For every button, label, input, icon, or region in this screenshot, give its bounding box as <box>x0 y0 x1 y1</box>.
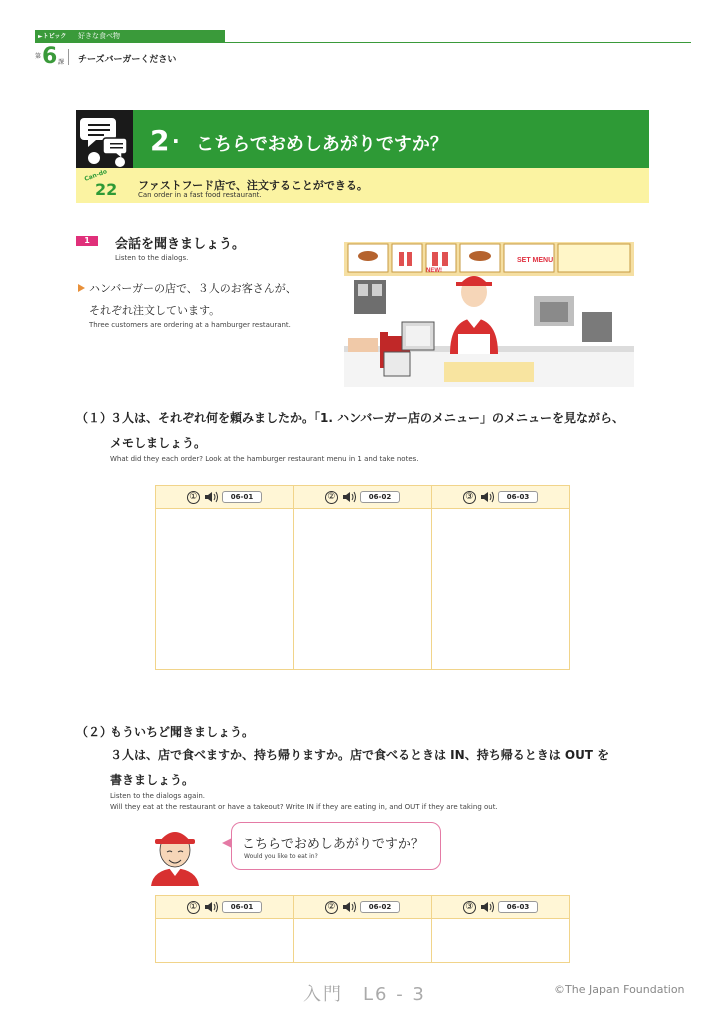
section-title: こちらでおめしあがりですか？ <box>196 134 448 155</box>
speaker-icon <box>204 491 218 503</box>
lesson-prefix: 第 <box>35 53 42 60</box>
q1-track-3[interactable] <box>432 486 569 508</box>
q2-answer-cell-1[interactable] <box>156 919 294 963</box>
task-title-jp: 会話を聞きましょう。 <box>115 237 246 252</box>
speech-jp: こちらでおめしあがりですか？ <box>242 837 424 852</box>
cando-number: 22 <box>95 180 118 199</box>
q1-answer-cell-3[interactable] <box>432 509 569 670</box>
track-code: 06-02 <box>360 901 400 913</box>
q2-text-line1: もういちど聞きましょう。 <box>110 725 255 739</box>
q1-track-2[interactable] <box>294 486 432 508</box>
task-title-en: Listen to the dialogs. <box>115 254 189 262</box>
cando-jp: ファストフード店で、注文することができる。 <box>138 179 368 192</box>
track-code: 06-01 <box>222 491 262 503</box>
track-number: ① <box>187 901 200 914</box>
q2-answer-cell-2[interactable] <box>294 919 432 963</box>
track-code: 06-03 <box>498 491 538 503</box>
track-code: 06-03 <box>498 901 538 913</box>
arrow-icon <box>78 284 85 292</box>
track-code: 06-01 <box>222 901 262 913</box>
intro-jp-line1: ハンバーガーの店で、３人のお客さんが、 <box>89 282 297 295</box>
speech-bubble <box>231 822 441 870</box>
q1-table-header <box>156 486 569 509</box>
clerk-avatar <box>145 822 205 886</box>
lesson-title: チーズバーガーください <box>78 55 177 65</box>
speaker-icon <box>204 901 218 913</box>
track-number: ① <box>187 491 200 504</box>
q2-track-2[interactable] <box>294 896 432 918</box>
speaker-icon <box>342 491 356 503</box>
footer-page-label: 入門 L6 - 3 <box>303 984 426 1005</box>
q2-label: （２） <box>76 725 113 739</box>
topic-name: 好きな食べ物 <box>78 32 120 40</box>
q2-table-header <box>156 896 569 919</box>
track-number: ② <box>325 901 338 914</box>
section-dot: . <box>172 124 180 148</box>
speaker-icon <box>480 901 494 913</box>
q1-table-body <box>156 509 569 670</box>
q2-text-line2: ３人は、店で食べますか、持ち帰りますか。店で食べるときは IN、持ち帰るときは OUT を <box>110 748 610 762</box>
speaker-icon <box>342 901 356 913</box>
intro-en: Three customers are ordering at a hamburger restaurant. <box>89 321 291 329</box>
intro-jp-line2: それぞれ注文しています。 <box>89 304 221 317</box>
track-code: 06-02 <box>360 491 400 503</box>
q2-text-en1: Listen to the dialogs again. <box>110 792 206 800</box>
new-label: NEW! <box>426 268 442 274</box>
q1-answer-cell-1[interactable] <box>156 509 294 670</box>
q2-table-body <box>156 919 569 963</box>
track-number: ③ <box>463 491 476 504</box>
q1-text-line2: メモしましょう。 <box>110 436 207 450</box>
lesson-separator <box>68 49 69 65</box>
section-number: 2 <box>150 124 170 157</box>
q2-answer-cell-3[interactable] <box>432 919 569 963</box>
q2-track-1[interactable] <box>156 896 294 918</box>
lesson-suffix: 課 <box>58 59 65 66</box>
q1-text-en: What did they each order? Look at the hamburger restaurant menu in 1 and take notes. <box>110 455 419 463</box>
task-number-badge: 1 <box>76 236 98 246</box>
topic-tag: ►トピック <box>38 33 67 40</box>
q1-answer-cell-2[interactable] <box>294 509 432 670</box>
q2-track-3[interactable] <box>432 896 569 918</box>
cando-label: Can-do <box>83 168 109 183</box>
q1-text-line1: ３人は、それぞれ何を頼みましたか。「1. ハンバーガー店のメニュー」のメニューを見ながら、 <box>110 411 625 425</box>
q1-track-1[interactable] <box>156 486 294 508</box>
q1-answer-table <box>155 485 570 670</box>
set-menu-sign: SET MENU <box>517 257 554 264</box>
track-number: ③ <box>463 901 476 914</box>
restaurant-illustration <box>344 242 634 387</box>
q2-text-en2: Will they eat at the restaurant or have a takeout? Write IN if they are eating in, and OUT if they are taking out. <box>110 803 498 811</box>
q2-answer-table <box>155 895 570 963</box>
q1-label: （１） <box>76 411 113 425</box>
cando-en: Can order in a fast food restaurant. <box>138 191 262 199</box>
topic-divider <box>35 42 691 43</box>
footer-copyright: ©The Japan Foundation <box>554 983 685 996</box>
track-number: ② <box>325 491 338 504</box>
q2-text-line3: 書きましょう。 <box>110 773 195 787</box>
bubble-tail <box>222 838 232 848</box>
lesson-number: 6 <box>42 44 58 69</box>
speech-en: Would you like to eat in? <box>244 853 318 860</box>
speaker-icon <box>480 491 494 503</box>
